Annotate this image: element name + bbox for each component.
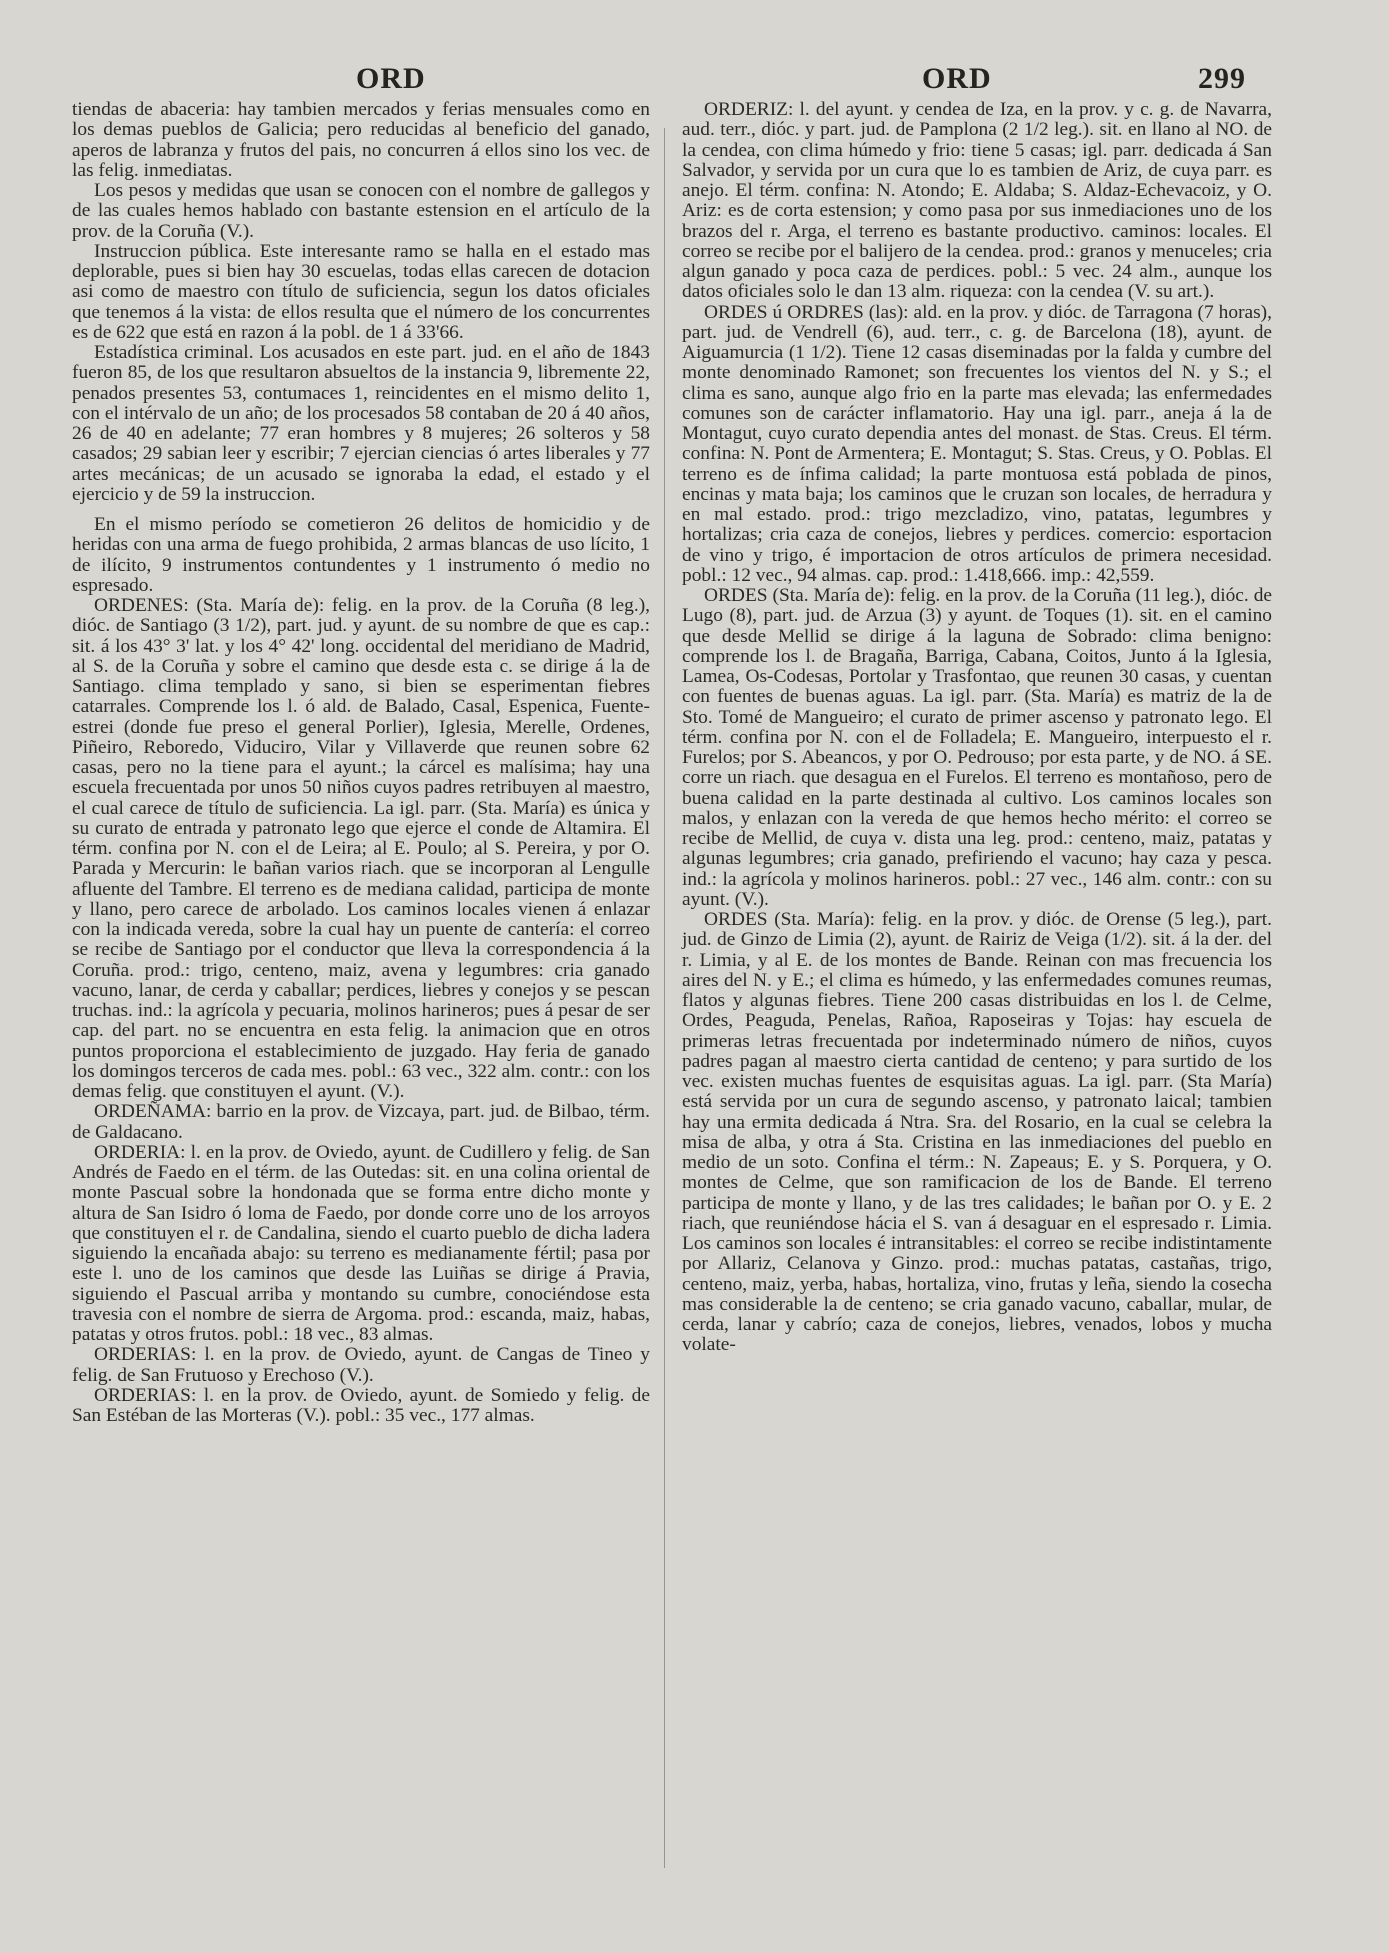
left-column <box>72 100 650 1426</box>
paragraph-abaceria: tiendas de abaceria: hay tambien mercados y ferias mensuales como en los demas pueblos de Galicia; pero reducidas al beneficio del ganado, aperos de labranza y frutos del pais, no concurren á ellos sino los vec. de las felig. inmediatas. <box>72 99 650 181</box>
column-divider <box>664 128 665 1868</box>
entry-ordes-tarragona: ORDES ú ORDRES (las): ald. en la prov. y dióc. de Tarragona (7 horas), part. jud. de Vendrell (6), aud. terr., c. g. de Barcelona (18), ayunt. de Aiguamurcia (1 1/2). Tiene 12 casas diseminadas por la falda y cumbre del monte denominado Ramonet; son frecuentes los vientos del N. y S.; el clima es sano, aunque algo frio en la parte mas elevada; las enfermedades comunes son de carácter inflamatorio. Hay una igl. parr., aneja á la de Montagut, cuyo curato dependia antes del monast. de Stas. Creus. El térm. confina: N. Pont de Armentera; E. Montagut; S. Stas. Creus, y O. Poblas. El terreno es de ínfima calidad; la parte montuosa está poblada de pinos, encinas y mata baja; los caminos que le cruzan son locales, de herradura y en mal estado. prod.: trigo mezcladizo, vino, patatas, legumbres y hortalizas; cria caza de conejos, liebres y perdices. comercio: esportacion de vino y trigo, é importacion de otros artículos de primera necesidad. pobl.: 12 vec., 94 almas. cap. prod.: 1.418,666. imp.: 42,559. <box>682 301 1272 586</box>
entry-ordes-coruna: ORDES (Sta. María de): felig. en la prov. de la Coruña (11 leg.), dióc. de Lugo (8), part. jud. de Arzua (3) y ayunt. de Toques (1). sit. en el camino que desde Mellid se dirige á la laguna de Sobrado: clima benigno: comprende los l. de Bragaña, Barriga, Cabana, Coitos, Junto á la Iglesia, Lamea, Os-Codesas, Portolar y Trasfontao, que reunen 30 casas, y cuentan con fuentes de buenas aguas. La igl. parr. (Sta. María) es matriz de la de Sto. Tomé de Mangueiro; el curato de primer ascenso y patronato lego. El térm. confina por N. con el de Folladela; E. Mangueiro, interpuesto el r. Furelos; por S. Abeancos, y por O. Pedrouso; por esta parte, y de NO. á SE. corre un riach. que desagua en el Furelos. El terreno es montañoso, pero de buena calidad en la parte destinada al cultivo. Los caminos locales son malos, y enlazan con la vereda de que hemos hecho mérito: el correo se recibe de Mellid, de cuya v. dista una leg. prod.: centeno, maiz, patatas y algunas legumbres; cria ganado, prefiriendo el vacuno; hay caza y pesca. ind.: la agrícola y molinos harineros. pobl.: 27 vec., 146 alm. contr.: con su ayunt. (V.). <box>682 585 1272 910</box>
entry-ordes-orense: ORDES (Sta. María): felig. en la prov. y dióc. de Orense (5 leg.), part. jud. de Ginzo de Limia (2), ayunt. de Rairiz de Veiga (1/2). sit. á la der. del r. Limia, y al E. de los montes de Bande. Reinan con mas frecuencia los aires del N. y E.; el clima es húmedo, y las enfermedades comunes reumas, flatos y algunas fiebres. Tiene 200 casas distribuidas en los l. de Celme, Ordes, Peaguda, Penelas, Rañoa, Raposeiras y Tojas: hay escuela de primeras letras frecuentada por indeterminado número de niños, cuyos padres pagan al maestro cierta cantidad de centeno; y para surtido de los vec. existen muchas fuentes de esquisitas aguas. La igl. parr. (Sta María) está servida por un cura de segundo ascenso, y patronato laical; tambien hay una ermita dedicada á Ntra. Sra. del Rosario, en la cual se celebra la misa de alba, y otra á Sta. Cristina en las inmediaciones del pueblo en medio de un soto. Confina el térm.: N. Zapeaus; E. y S. Porquera, y O. montes de Celme, que son ramificacion de los de Bande. El terreno participa de monte y llano, y de las tres calidades; le bañan por O. y E. 2 riach, que reuniéndose hácia el S. van á desaguar en el espresado r. Limia. Los caminos son locales é intransitables: el correo se recibe indistintamente por Allariz, Celanova y Ginzo. prod.: muchas patatas, castañas, trigo, centeno, maiz, yerba, habas, hortaliza, vino, frutas y leña, siendo la cosecha mas considerable la de centeno; se cria ganado vacuno, caballar, mular, de cerda, lanar y cabrío; caza de conejos, liebres, venados, lobos y mucha volate- <box>682 909 1272 1356</box>
paragraph-instruccion-publica: Instruccion pública. Este interesante ramo se halla en el estado mas deplorable, pues si bien hay 30 escuelas, todas ellas carecen de dotacion asi como de maestro con título de suficiencia, segun los datos oficiales que tenemos á la vista: de ellos resulta que el número de los concurrentes es de 622 que está en razon á la pobl. de 1 á 33'66. <box>72 240 650 343</box>
entry-orderiz: ORDERIZ: l. del ayunt. y cendea de Iza, en la prov. y c. g. de Navarra, aud. terr., dióc. y part. jud. de Pamplona (2 1/2 leg.). sit. en llano al NO. de la cendea, con clima húmedo y frio: tiene 5 casas; igl. parr. dedicada á San Salvador, y servida por un cura que lo es tambien de Ariz, de cuya parr. es anejo. El térm. confina: N. Atondo; E. Aldaba; S. Aldaz-Echevacoiz, y O. Ariz: es de corta estension; y como pasa por sus inmediaciones uno de los brazos del r. Arga, el terreno es bastante productivo. caminos: locales. El correo se recibe por el balijero de la cendea. prod.: granos y menuceles; cria algun ganado y poca caza de perdices. pobl.: 5 vec. 24 alm., aunque los datos oficiales solo le dan 13 alm. riqueza: con la cendea (V. su art.). <box>682 99 1272 303</box>
running-head-right: ORD <box>922 62 992 95</box>
entry-orderias-somiedo: ORDERIAS: l. en la prov. de Oviedo, ayunt. de Somiedo y felig. de San Estéban de las Morteras (V.). pobl.: 35 vec., 177 almas. <box>72 1384 650 1426</box>
paragraph-pesos-medidas: Los pesos y medidas que usan se conocen con el nombre de gallegos y de las cuales hemos hablado con bastante estension en el artículo de la prov. de la Coruña (V.). <box>72 180 650 242</box>
page-number: 299 <box>1198 62 1246 95</box>
entry-ordenama: ORDEÑAMA: barrio en la prov. de Vizcaya, part. jud. de Bilbao, térm. de Galdacano. <box>72 1101 650 1143</box>
entry-orderias-cangas: ORDERIAS: l. en la prov. de Oviedo, ayunt. de Cangas de Tineo y felig. de San Frutuoso y Erechoso (V.). <box>72 1344 650 1386</box>
entry-ordenes: ORDENES: (Sta. María de): felig. en la prov. de la Coruña (8 leg.), dióc. de Santiago (3 1/2), part. jud. y ayunt. de su nombre de que es cap.: sit. á los 43° 3' lat. y los 4° 42' long. occidental del meridiano de Madrid, al S. de la Coruña y sobre el camino que desde esta c. se dirige á la de Santiago. clima templado y sano, si bien se esperimentan fiebres catarrales. Comprende los l. ó ald. de Balado, Casal, Espenica, Fuente-estrei (donde fue preso el general Porlier), Iglesia, Merelle, Ordenes, Piñeiro, Reboredo, Viduciro, Vilar y Villaverde que reunen sobre 62 casas, pero no la tiene para el ayunt.; la cárcel es malísima; hay una escuela frecuentada por unos 50 niños cuyos padres retribuyen al maestro, el cual carece de título de suficiencia. La igl. parr. (Sta. María) es única y su curato de entrada y patronato lego que ejerce el conde de Altamira. El térm. confina por N. con el de Leira; al E. Poulo; al S. Pereira, y por O. Parada y Mercurin: le bañan varios riach. que se incorporan al Lengulle afluente del Tambre. El terreno es de mediana calidad, participa de monte y llano, pero carece de arbolado. Los caminos locales vienen á enlazar con la indicada vereda, sobre la cual hay un puente de cantería: el correo se recibe de Santiago por el conductor que lleva la correspondencia á la Coruña. prod.: trigo, centeno, maiz, avena y legumbres: cria ganado vacuno, lanar, de cerda y caballar; perdices, liebres y conejos y se pescan truchas. ind.: la agrícola y pecuaria, molinos harineros; pues á pesar de ser cap. del part. no se encuentra en esta felig. la animacion que en otros puntos proporciona el establecimiento de juzgado. Hay feria de ganado los domingos terceros de cada mes. pobl.: 63 vec., 322 alm. contr.: con los demas felig. que constituyen el ayunt. (V.). <box>72 595 650 1102</box>
paragraph-delitos: En el mismo período se cometieron 26 delitos de homicidio y de heridas con una arma de fuego prohibida, 2 armas blancas de uso lícito, 1 de ilícito, 9 instrumentos contundentes y 1 instrumento ó medio no espresado. <box>72 514 650 596</box>
entry-orderia: ORDERIA: l. en la prov. de Oviedo, ayunt. de Cudillero y felig. de San Andrés de Faedo en el térm. de las Outedas: sit. en una colina oriental de monte Pascual sobre la hondonada que se forma entre dicho monte y altura de San Isidro ó loma de Faedo, por donde corre uno de los arroyos que constituyen el r. de Candalina, siendo el cuarto pueblo de dicha ladera siguiendo la encañada abajo: su terreno es medianamente fértil; pasa por este l. uno de los caminos que desde las Luiñas se dirige á Pravia, siguiendo el Pascual arriba y montando su cumbre, conociéndose esta travesia con el nombre de sierra de Argoma. prod.: escanda, maiz, habas, patatas y otros frutos. pobl.: 18 vec., 83 almas. <box>72 1141 650 1345</box>
paragraph-estadistica-criminal: Estadística criminal. Los acusados en este part. jud. en el año de 1843 fueron 85, de los que resultaron absueltos de la instancia 9, libremente 22, penados presentes 53, contumaces 1, reincidentes en el mismo delito 1, con el intérvalo de un año; de los procesados 58 contaban de 20 á 40 años, 26 de 40 en adelante; 77 eran hombres y 8 mujeres; 26 solteros y 58 casados; 29 sabian leer y escribir; 7 ejercian ciencias ó artes liberales y 77 artes mecánicas; de un acusado se ignoraba la edad, el estado y el ejercicio y de 59 la instruccion. <box>72 342 650 505</box>
page-header <box>70 62 1250 102</box>
right-column <box>682 100 1272 1356</box>
running-head-left: ORD <box>356 62 426 95</box>
